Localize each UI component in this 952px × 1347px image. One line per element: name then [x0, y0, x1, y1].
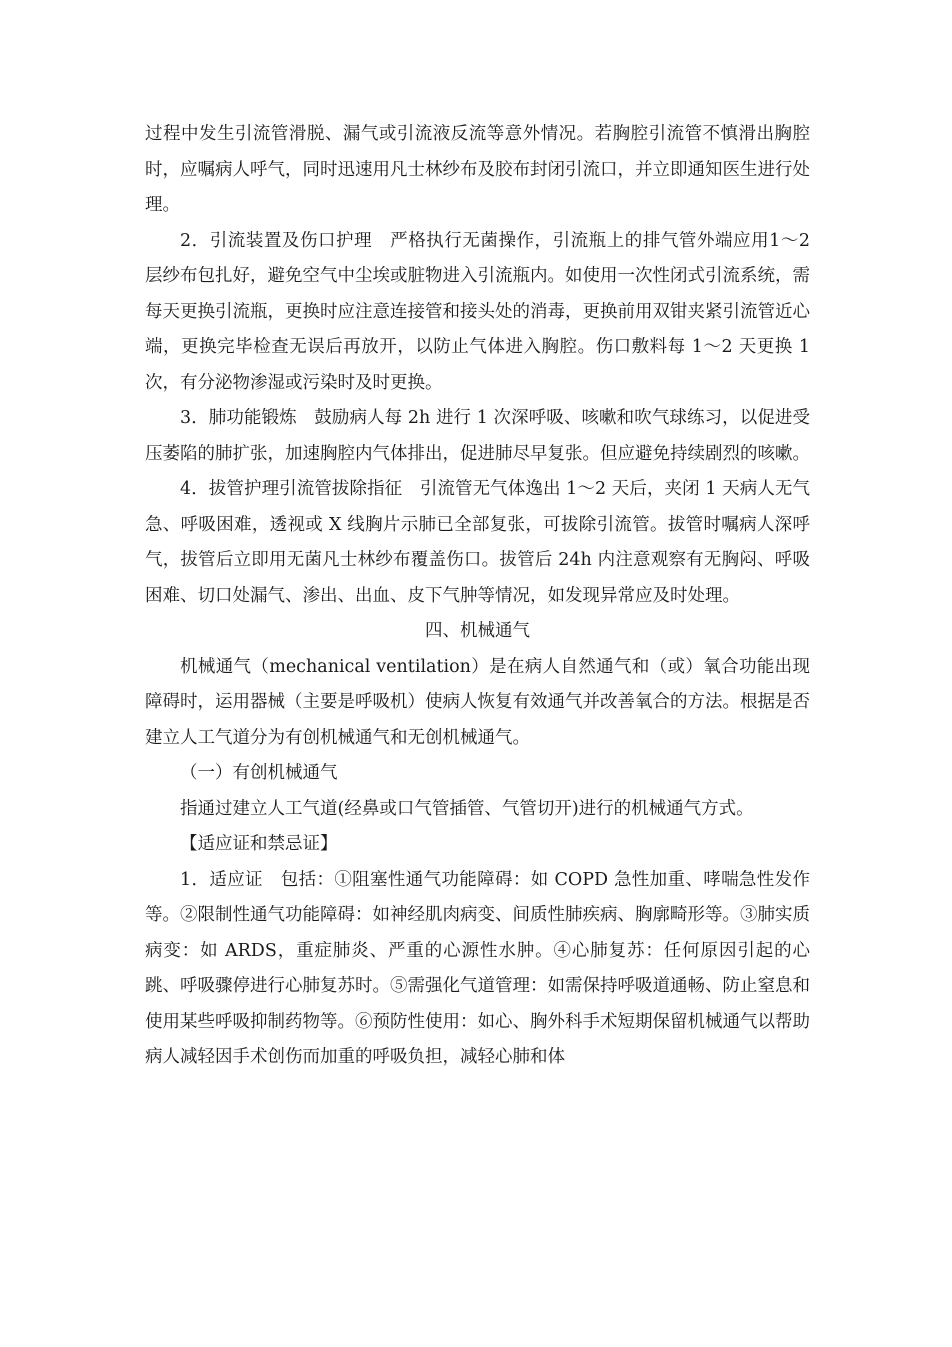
subsection-heading: （一）有创机械通气	[180, 763, 338, 783]
body-paragraph: 4．拔管护理引流管拔除指征 引流管无气体逸出 1～2 天后，夹闭 1 天病人无气急、呼吸困难，透视或 X 线胸片示肺已全部复张，可拔除引流管。拔管时嘱病人深呼气，拔管后立即用无菌凡士林纱布覆盖伤口。拔管后 24h 内注意观察有无胸闷、呼吸困难、切口处漏气、渗出、出血、皮下气肿等情况，如发现异常应及时处理。	[145, 479, 810, 606]
document-page	[145, 117, 810, 1076]
body-paragraph: 指通过建立人工气道(经鼻或口气管插管、气管切开)进行的机械通气方式。	[180, 798, 754, 819]
section-heading: 四、机械通气	[425, 621, 530, 641]
body-paragraph: 3．肺功能锻炼 鼓励病人每 2h 进行 1 次深呼吸、咳嗽和吹气球练习，以促进受压萎陷的肺扩张，加速胸腔内气体排出，促进肺尽早复张。但应避免持续剧烈的咳嗽。	[145, 408, 810, 464]
body-paragraph: 过程中发生引流管滑脱、漏气或引流液反流等意外情况。若胸腔引流管不慎滑出胸腔时，应嘱病人呼气，同时迅速用凡士林纱布及胶布封闭引流口，并立即通知医生进行处理。	[145, 124, 810, 215]
body-paragraph: 机械通气（mechanical ventilation）是在病人自然通气和（或）氧合功能出现障碍时，运用器械（主要是呼吸机）使病人恢复有效通气并改善氧合的方法。根据是否建立人工气道分为有创机械通气和无创机械通气。	[145, 656, 810, 748]
body-paragraph: 2．引流装置及伤口护理 严格执行无菌操作，引流瓶上的排气管外端应用1～2 层纱布包扎好，避免空气中尘埃或脏物进入引流瓶内。如使用一次性闭式引流系统，需每天更换引流瓶，更换时应注意连接管和接头处的消毒，更换前用双钳夹紧引流管近心端，更换完毕检查无误后再放开，以防止气体进入胸腔。伤口敷料每 1～2 天更换 1 次，有分泌物渗湿或污染时及时更换。	[145, 230, 810, 393]
bracket-heading: 【适应证和禁忌证】	[180, 834, 338, 854]
body-paragraph: 1．适应证 包括：①阻塞性通气功能障碍：如 COPD 急性加重、哮喘急性发作等。②限制性通气功能障碍：如神经肌肉病变、间质性肺疾病、胸廓畸形等。③肺实质病变：如 ARDS，重症肺炎、严重的心源性水肿。④心肺复苏：任何原因引起的心跳、呼吸骤停进行心肺复苏时。⑤需强化气道管理：如需保持呼吸道通畅、防止窒息和使用某些呼吸抑制药物等。⑥预防性使用：如心、胸外科手术短期保留机械通气以帮助病人减轻因手术创伤而加重的呼吸负担，减轻心肺和体	[145, 869, 810, 1067]
